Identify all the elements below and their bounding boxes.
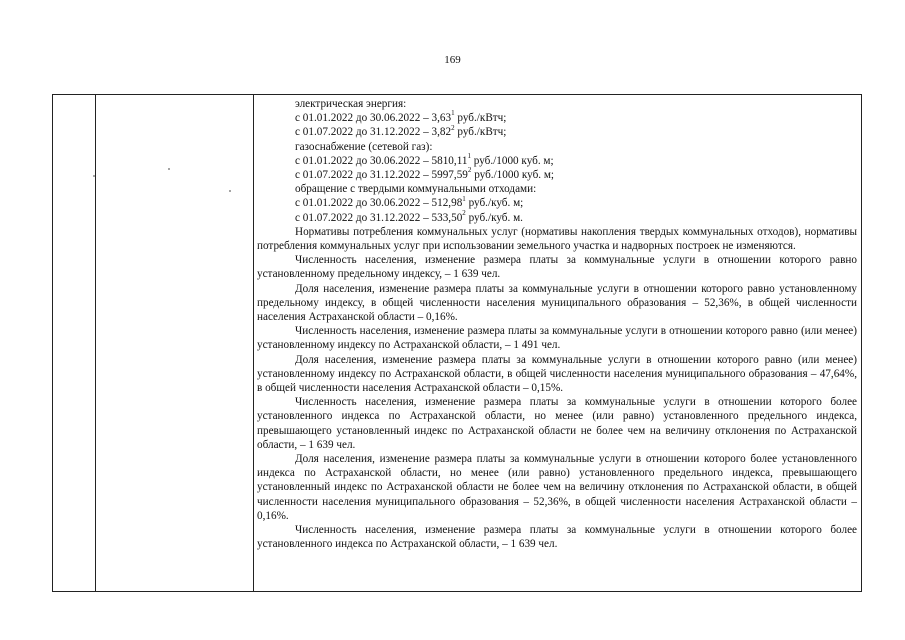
footnote-mark: 1 xyxy=(451,109,455,118)
paragraph xyxy=(257,395,857,452)
scan-speck xyxy=(229,190,231,192)
paragraph-text: Доля населения, изменение размера платы за коммунальные услуги в отношении которого более установленного индекса по Астраханской области, но менее (или равно) установленного предельного индекса, превышающего установленный индекс по Астраханской области не более чем на величину отклонения по Астраханской области, в общей численности населения муниципального образования – 52,36%, в общей численности населения Астраханской области – 0,16%. xyxy=(257,453,857,522)
column-divider xyxy=(253,95,254,591)
tariff-line xyxy=(257,154,857,168)
paragraph xyxy=(257,452,857,523)
tariff-line xyxy=(257,168,857,182)
footnote-mark: 2 xyxy=(467,166,472,175)
paragraph xyxy=(257,353,857,396)
tariff-unit: руб./кВтч; xyxy=(454,112,507,125)
tariff-line xyxy=(257,196,857,210)
column-divider xyxy=(95,95,96,591)
footnote-mark: 2 xyxy=(451,123,455,132)
tariff-unit: руб./куб. м; xyxy=(465,197,524,210)
tariff-period: с 01.07.2022 до 31.12.2022 – 5997,59 xyxy=(295,169,468,182)
text-line: электрическая энергия: xyxy=(295,98,407,110)
paragraph-text: Доля населения, изменение размера платы за коммунальные услуги в отношении которого равно (или менее) установленному индексу по Астраханской области, в общей численности населения муниципального образования – 47,64%, в общей численности населения Астраханской области – 0,15%. xyxy=(257,353,857,395)
scan-speck xyxy=(93,175,95,177)
paragraph xyxy=(257,225,857,253)
tariff-unit: руб./кВтч; xyxy=(454,126,507,139)
tariff-line xyxy=(257,125,857,139)
paragraph xyxy=(257,282,857,325)
footnote-mark: 1 xyxy=(462,194,466,203)
tariff-unit: руб./куб. м. xyxy=(465,211,523,224)
text-line: обращение с твердыми коммунальными отходами: xyxy=(295,183,537,196)
tariff-period: с 01.01.2022 до 30.06.2022 – 3,63 xyxy=(295,112,452,125)
paragraph-text: Численность населения, изменение размера платы за коммунальные услуги в отношении которого равно установленному предельному индексу, – 1 639 чел. xyxy=(257,254,857,281)
paragraph-text: Доля населения, изменение размера платы за коммунальные услуги в отношении которого равно установленному предельному индексу, в общей численности населения муниципального образования – 52,36%, в общей численности населения Астраханской области – 0,16%. xyxy=(257,282,857,324)
page-number: 169 xyxy=(444,54,461,66)
paragraph xyxy=(257,523,857,551)
tariff-period: с 01.07.2022 до 31.12.2022 – 3,82 xyxy=(295,126,452,139)
text-line: газоснабжение (сетевой газ): xyxy=(295,140,433,153)
tariff-period: с 01.07.2022 до 31.12.2022 – 533,50 xyxy=(295,211,463,224)
paragraph-text: Численность населения, изменение размера платы за коммунальные услуги в отношении которого более установленного индекса по Астраханской области, – 1 639 чел. xyxy=(257,524,857,551)
footnote-mark: 2 xyxy=(462,208,466,217)
paragraph-text: Численность населения, изменение размера платы за коммунальные услуги в отношении которого более установленного индекса по Астраханской области, но менее (или равно) установленного предельного индекса, превышающего установленный индекс по Астраханской области не более чем на величину отклонения по Астраханской области, – 1 639 чел. xyxy=(257,396,857,451)
paragraph-text: Нормативы потребления коммунальных услуг (нормативы накопления твердых коммунальных отходов), нормативы потребления коммунальных услуг при использовании земельного участка и надворных построек не изменяются. xyxy=(257,225,857,253)
tariff-line xyxy=(257,111,857,125)
table-cell-text xyxy=(257,97,857,552)
tariff-period: с 01.01.2022 до 30.06.2022 – 5810,11 xyxy=(295,154,468,167)
footnote-mark: 1 xyxy=(467,152,471,161)
paragraph xyxy=(257,324,857,352)
tariff-unit: руб./1000 куб. м; xyxy=(471,169,555,182)
scan-speck xyxy=(168,168,170,170)
paragraph xyxy=(257,253,857,281)
tariff-unit: руб./1000 куб. м; xyxy=(470,154,554,167)
tariff-line xyxy=(257,208,857,225)
paragraph-text: Численность населения, изменение размера платы за коммунальные услуги в отношении которого равно (или менее) установленному индексу по Астраханской области, – 1 491 чел. xyxy=(257,325,857,352)
tariff-period: с 01.01.2022 до 30.06.2022 – 512,98 xyxy=(295,197,463,210)
